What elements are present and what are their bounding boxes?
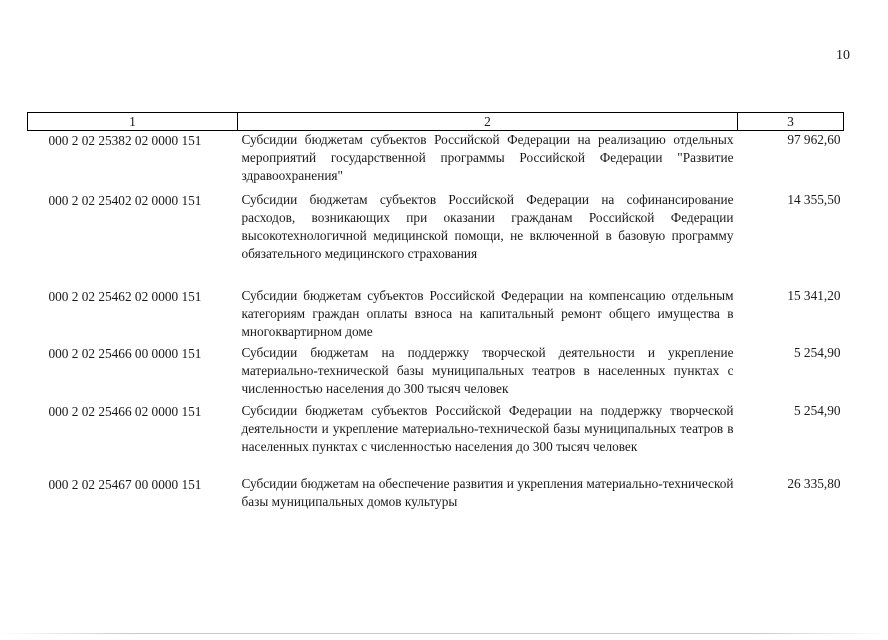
- amount: 26 335,80: [787, 476, 841, 491]
- description: Субсидии бюджетам субъектов Российской Федерации на реализацию отдельных мероприятий государственной программы Российской Федерации "Развитие здравоохранения": [241, 132, 734, 183]
- table-row: [28, 344, 844, 402]
- budget-code: 000 2 02 25467 00 0000 151: [48, 477, 202, 492]
- budget-code: 000 2 02 25402 02 0000 151: [48, 193, 202, 208]
- amount: 97 962,60: [787, 132, 841, 147]
- table-row: [28, 191, 844, 287]
- budget-code: 000 2 02 25382 02 0000 151: [48, 133, 202, 148]
- amount: 5 254,90: [793, 345, 841, 360]
- amount: 15 341,20: [787, 288, 841, 303]
- budget-code: 000 2 02 25466 02 0000 151: [48, 404, 202, 419]
- column-header-code: 1: [28, 113, 238, 131]
- budget-code: 000 2 02 25462 02 0000 151: [48, 289, 202, 304]
- table-row: [28, 287, 844, 344]
- description: Субсидии бюджетам на поддержку творческой деятельности и укрепление материально-технической базы муниципальных театров в населенных пунктах с численностью населения до 300 тысяч человек: [241, 345, 734, 396]
- column-header-description: 2: [238, 113, 738, 131]
- description: Субсидии бюджетам субъектов Российской Федерации на софинансирование расходов, возникающих при оказании гражданам Российской Федерации высокотехнологичной медицинской помощи, не включенной в базовую программу обязательного медицинского страхования: [241, 192, 734, 261]
- description: Субсидии бюджетам субъектов Российской Федерации на компенсацию отдельным категориям граждан оплаты взноса на капитальный ремонт общего имущества в многоквартирном доме: [241, 288, 734, 339]
- description: Субсидии бюджетам субъектов Российской Федерации на поддержку творческой деятельности и укрепление материально-технической базы муниципальных театров в населенных пунктах с численностью населения до 300 тысяч человек: [241, 403, 734, 454]
- table-header-row: [28, 113, 844, 131]
- page-number: 10: [836, 48, 850, 63]
- budget-table: [27, 112, 844, 516]
- amount: 14 355,50: [787, 192, 841, 207]
- column-header-amount: 3: [738, 113, 844, 131]
- table-row: [28, 131, 844, 192]
- budget-code: 000 2 02 25466 00 0000 151: [48, 346, 202, 361]
- amount: 5 254,90: [793, 403, 841, 418]
- table-row: [28, 475, 844, 516]
- scan-edge-line: [0, 633, 888, 634]
- table-row: [28, 402, 844, 475]
- description: Субсидии бюджетам на обеспечение развития и укрепления материально-технической базы муниципальных домов культуры: [241, 476, 734, 509]
